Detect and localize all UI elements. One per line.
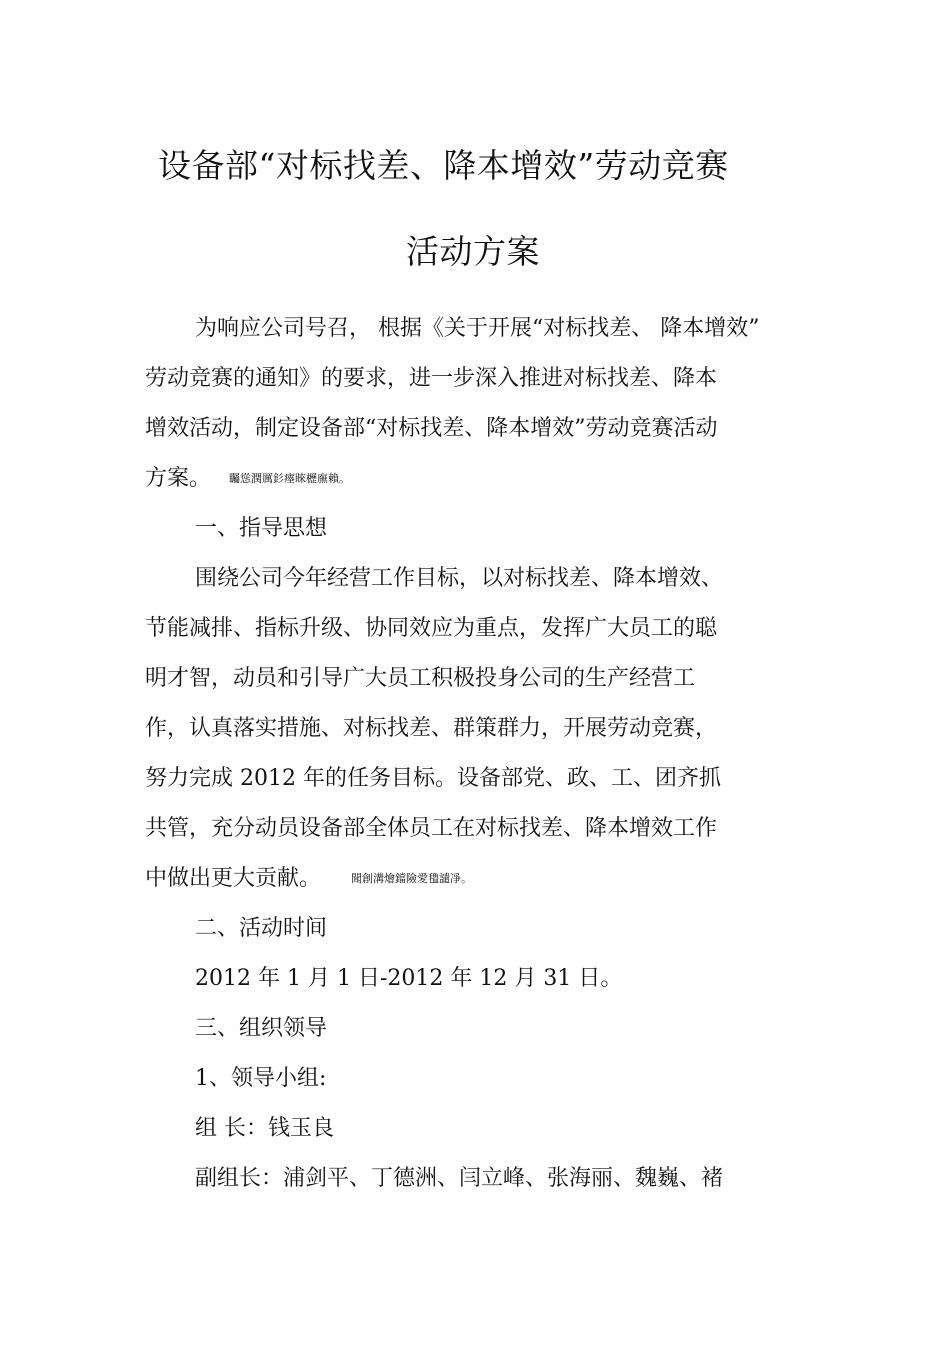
section-1-line-7-text: 中做出更大贡献。 [145,866,322,891]
section-1-heading: 一、指导思想 [195,516,328,541]
intro-line-1: 为响应公司号召， 根据《关于开展“对标找差、 降本增效” [195,316,760,341]
section-3-heading: 三、组织领导 [195,1016,328,1041]
intro-line-4-text: 方案。 [145,466,212,491]
doc-title-line2: 活动方案 [406,232,540,271]
section-1-line-4: 作，认真落实措施、对标找差、群策群力，开展劳动竞赛， [145,716,718,741]
doc-title-line1: 设备部“对标找差、降本增效”劳动竞赛 [158,146,729,185]
intro-line-2: 劳动竞赛的通知》的要求，进一步深入推进对标找差、降本 [145,366,718,391]
section-2-body: 2012 年 1 月 1 日-2012 年 12 月 31 日。 [195,966,623,991]
leader-line: 组 长：钱玉良 [195,1116,334,1141]
section-1-line-6: 共管，充分动员设备部全体员工在对标找差、降本增效工作 [145,816,718,841]
section-1-line-2: 节能减排、指标升级、协同效应为重点，发挥广大员工的聪 [145,616,718,641]
deputy-leader-line: 副组长：浦剑平、丁德洲、闫立峰、张海丽、魏巍、褚 [195,1166,724,1191]
section-1-line-1: 围绕公司今年经营工作目标，以对标找差、降本增效、 [195,566,724,591]
intro-line-3: 增效活动，制定设备部“对标找差、降本增效”劳动竞赛活动 [145,416,718,441]
intro-line-4 [145,464,350,494]
section-1-line-7 [145,864,472,894]
section-1-line-5: 努力完成 2012 年的任务目标。设备部党、政、工、团齐抓 [145,766,721,791]
intro-mark: 矚慫潤厲釤瘞睞櫪廡賴。 [229,472,351,485]
section-2-heading: 二、活动时间 [195,916,328,941]
section-1-line-3: 明才智，动员和引导广大员工积极投身公司的生产经营工 [145,666,696,691]
section-3-subheading: 1、领导小组: [195,1066,327,1091]
section-1-mark: 聞創溝燴鐺險愛氌譴凈。 [351,872,473,885]
